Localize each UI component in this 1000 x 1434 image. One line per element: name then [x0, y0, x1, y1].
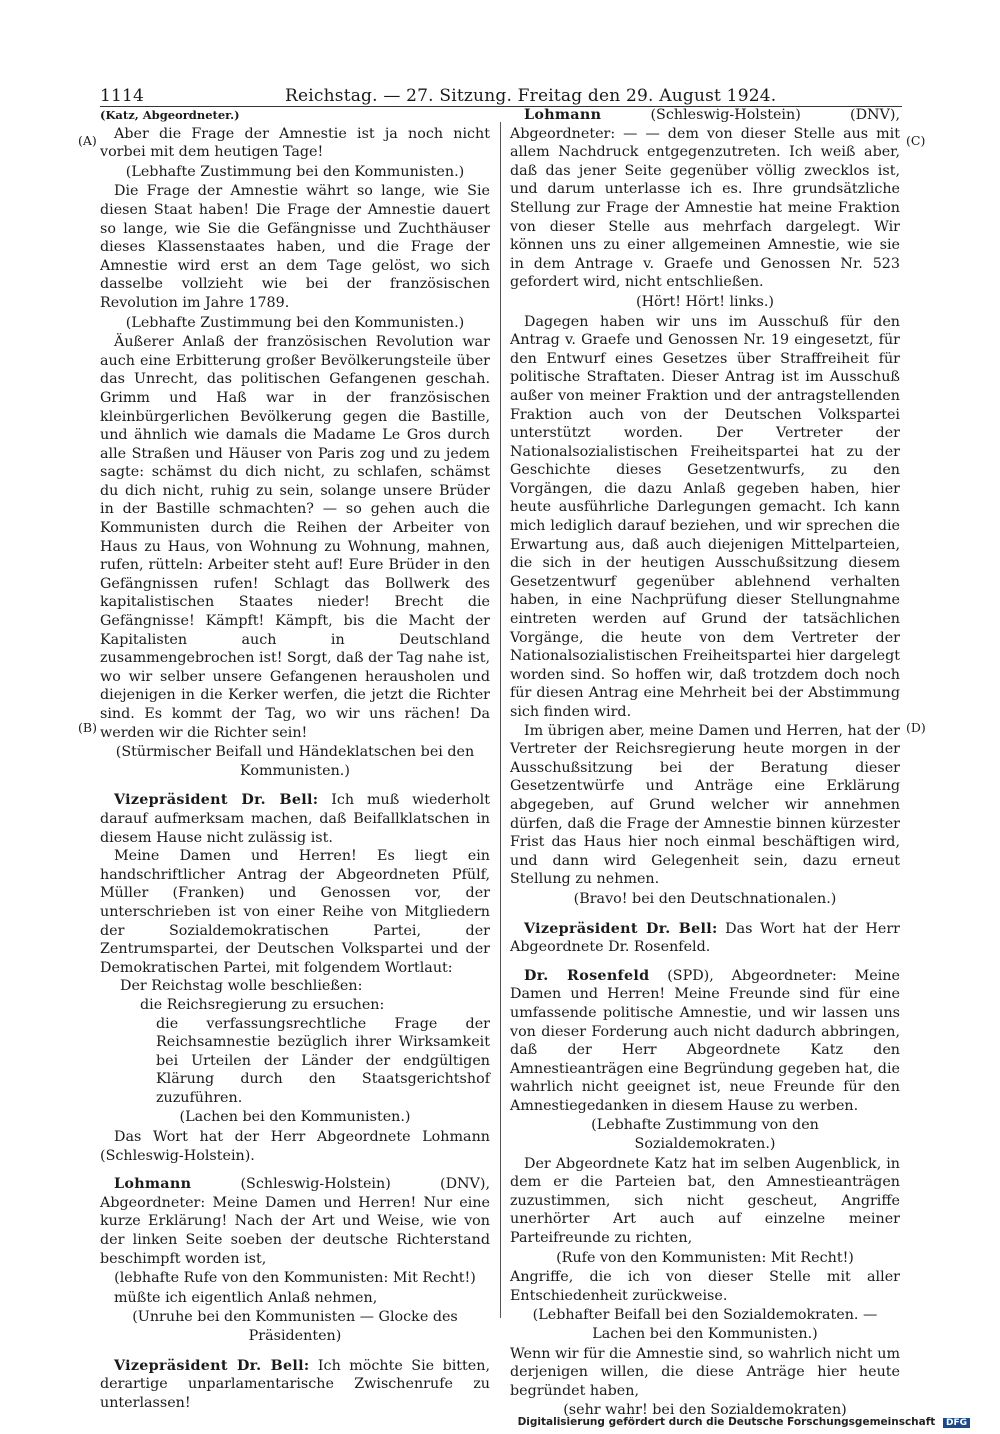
- speaker-name: Vizepräsident Dr. Bell:: [524, 920, 718, 937]
- interjection: (Stürmischer Beifall und Händeklatschen bei den Kommunisten.): [115, 744, 475, 779]
- interjection: (lebhafte Rufe von den Kommunisten: Mit Recht!): [114, 1270, 476, 1287]
- speech-paragraph: [510, 967, 900, 1116]
- column-divider: [500, 122, 501, 1318]
- paragraph: Der Abgeordnete Katz hat im selben Augenblick, in dem er die Parteien bat, den Amnestieanträgen zuzustimmen, sich nicht gescheut, Angriffe unerhörter Art auch auf einzelne meiner Parteifreunde zu richten,: [510, 1155, 900, 1247]
- speech-text: Ich muß wiederholt darauf aufmerksam machen, daß Beifallklatschen in diesem Hause nicht zulässig ist.: [100, 792, 490, 846]
- interjection: (sehr wahr! bei den Sozialdemokraten): [563, 1402, 847, 1419]
- paragraph: Aber die Frage der Amnestie ist ja noch nicht vorbei mit dem heutigen Tage!: [100, 125, 490, 161]
- margin-mark-b: (B): [78, 720, 97, 735]
- spacer: [100, 1347, 490, 1357]
- paragraph: Wenn wir für die Amnestie sind, so wahrlich nicht um derjenigen willen, die diese Anträge hier heute begründet haben,: [510, 1345, 900, 1399]
- dfg-logo: DFG: [943, 1418, 970, 1428]
- spacer: [510, 910, 900, 920]
- speaker-continuation-tag: (Katz, Abgeordneter.): [100, 108, 240, 122]
- motion-text: Der Reichstag wolle beschließen:: [120, 978, 363, 995]
- paragraph: Im übrigen aber, meine Damen und Herren, hat der Vertreter der Reichsregierung heute morgen in der Ausschußsitzung bei der Beratung dieser Gesetzentwürfe und Anträge eine Erklärung abgegeben, auf Grund welcher wir annehmen dürfen, daß die Frage der Amnestie binnen kürzester Frist das Haus hier noch einmal beschäftigen wird, und dann wird Gelegenheit sein, dazu erneut Stellung zu nehmen.: [510, 722, 900, 888]
- speaker-name: Dr. Rosenfeld: [524, 967, 650, 984]
- speech-text: (Schleswig-Holstein) (DNV), Abgeordneter: — — dem von dieser Stelle aus mit allem Nachdruck entgegenzutreten. Ich weiß aber, daß das jener Seite gegenüber völlig zwecklos ist, und darum unterlasse ich es. Ihre grundsätzliche Stellung zur Frage der Amnestie hat meine Fraktion von dieser Stelle aus mehrfach dargelegt. Wir können uns zu einer allgemeinen Amnestie, wie sie in dem Antrage v. Graefe und Genossen Nr. 523 gefordert wird, nicht entschließen.: [510, 107, 900, 291]
- speech-text: Das Wort hat der Herr Abgeordnete Dr. Rosenfeld.: [510, 920, 900, 956]
- spacer: [100, 781, 490, 791]
- footer-text: Digitalisierung gefördert durch die Deutsche Forschungsgemeinschaft: [517, 1416, 936, 1428]
- speech-paragraph: [100, 1357, 490, 1413]
- right-column: [510, 106, 900, 1421]
- interjection: (Bravo! bei den Deutschnationalen.): [573, 890, 837, 907]
- speech-text: (SPD), Abgeordneter: Meine Damen und Herren! Meine Freunde sind für eine umfassende politische Amnestie, und wir lassen uns von dieser Forderung auch nicht dadurch abbringen, daß der Herr Abgeordnete Katz den Amnestieanträgen eine Begründung gegeben hat, die wahrlich nicht geeignet ist, neue Freunde für den Amnestiegedanken in diesem Hause zu werben.: [510, 967, 900, 1114]
- footer-credit: [518, 1416, 970, 1428]
- margin-mark-a: (A): [78, 133, 97, 148]
- left-column: [100, 106, 490, 1412]
- interjection: (Lebhafte Zustimmung bei den Kommunisten.): [125, 163, 465, 180]
- paragraph: Das Wort hat der Herr Abgeordnete Lohmann (Schleswig-Holstein).: [100, 1129, 490, 1164]
- speaker-name: Vizepräsident Dr. Bell:: [114, 792, 319, 809]
- speech-paragraph: [510, 106, 900, 292]
- speaker-name: Vizepräsident Dr. Bell:: [114, 1357, 310, 1374]
- paragraph: Angriffe, die ich von dieser Stelle mit aller Entschiedenheit zurückweise.: [510, 1269, 900, 1304]
- speaker-name: Lohmann: [114, 1176, 192, 1193]
- speech-text: (Schleswig-Holstein) (DNV), Abgeordneter: Meine Damen und Herren! Nur eine kurze Erklärung! Nach der Art und Weise, wie von der linken Seite soeben der deutsche Richterstand beschimpft worden ist,: [100, 1176, 490, 1267]
- interjection: (Unruhe bei den Kommunisten — Glocke des Präsidenten): [132, 1309, 458, 1344]
- paragraph: müßte ich eigentlich Anlaß nehmen,: [114, 1289, 378, 1306]
- spacer: [100, 1165, 490, 1175]
- page-header: [100, 86, 900, 108]
- interjection: (Lebhafter Beifall bei den Sozialdemokraten. — Lachen bei den Kommunisten.): [532, 1307, 878, 1342]
- interjection: (Lebhafte Zustimmung bei den Kommunisten.): [125, 314, 465, 331]
- interjection: (Hört! Hört! links.): [636, 293, 774, 310]
- margin-mark-d: (D): [906, 720, 926, 735]
- speech-text: Ich möchte Sie bitten, derartige unparlamentarische Zwischenrufe zu unterlassen!: [100, 1357, 490, 1411]
- speech-paragraph: [510, 920, 900, 957]
- paragraph: Äußerer Anlaß der französischen Revolution war auch eine Erbitterung großer Bevölkerungsteile über das Unrecht, das politischen Gefangenen geschah. Grimm und Haß war in der französischen kleinbürgerlichen Bevölkerung gegen die Bastille, und ähnlich wie damals die Madame Le Gros durch alle Straßen und Häuser von Paris zog und zu jedem sagte: schämst du dich nicht, zu schlafen, schämst du dich nicht, ruhig zu sein, solange unsere Brüder in der Bastille schmachten? — so gehen auch die Kommunisten durch die Reihen der Arbeiter von Haus zu Haus, von Wohnung zu Wohnung, mahnen, rufen, rütteln: Arbeiter steht auf! Eure Brüder in den Gefängnissen rufen! Schlagt das Bollwerk des kapitalistischen Staates nieder! Brecht die Gefängnisse! Kämpft! Kämpft, bis die Macht der Kapitalisten auch in Deutschland zusammengebrochen ist! Sorgt, daß der Tag nahe ist, wo wir selber unsere Gefangenen herausholen und diejenigen in die Kerker werfen, die jetzt die Richter sind. Es kommt der Tag, wo wir uns rächen! Da werden wir die Richter sein!: [100, 334, 490, 741]
- speaker-name: Lohmann: [524, 107, 602, 123]
- paragraph: Die Frage der Amnestie währt so lange, wie Sie diesen Staat haben! Die Frage der Amnestie dauert so lange, wie Sie die Gefängnisse und Zuchthäuser dieses Klassenstaates haben, und die Frage der Amnestie wird erst an dem Tage gelöst, wo sich dasselbe vollzieht wie bei der französischen Revolution im Jahre 1789.: [100, 183, 490, 311]
- speech-paragraph: [100, 1175, 490, 1268]
- motion-text: die verfassungsrechtliche Frage der Reichsamnestie bezüglich ihrer Wirksamkeit bei Urteilen der Länder der endgültigen Klärung durch den Staatsgerichtshof zuzuführen.: [156, 1015, 490, 1106]
- running-title: Reichstag. — 27. Sitzung. Freitag den 29. August 1924.: [285, 86, 777, 106]
- interjection: (Lachen bei den Kommunisten.): [179, 1109, 411, 1126]
- paragraph: Meine Damen und Herren! Es liegt ein handschriftlicher Antrag der Abgeordneten Pfülf, Müller (Franken) und Genossen vor, der unterschrieben ist von einer Reihe von Mitgliedern der Sozialdemokratischen Partei, der Zentrumspartei, der Deutschen Volkspartei und der Demokratischen Partei, mit folgendem Wortlaut:: [100, 848, 490, 976]
- spacer: [510, 957, 900, 967]
- paragraph: Dagegen haben wir uns im Ausschuß für den Antrag v. Graefe und Genossen Nr. 19 eingesetzt, für den Entwurf eines Gesetzes über Straffreiheit für politische Straftaten. Dieser Antrag ist im Ausschuß außer von meiner Fraktion und der antragstellenden Fraktion auch von der Deutschen Volkspartei unterstützt worden. Der Vertreter der Nationalsozialistischen Freiheitspartei hat zu der Geschichte dieses Gesetzentwurfs, zu den Vorgängen, die dazu Anlaß gegeben haben, hier heute ausführliche Darlegungen gemacht. Ich kann mich lediglich darauf beziehen, und wir sprechen die Erwartung aus, daß auch diejenigen Mittelparteien, die sich in der heutigen Ausschußsitzung diesem Gesetzentwurf gegenüber ablehnend verhalten haben, in eine Nachprüfung dieser Stellungnahme eintreten werden auf Grund der tatsächlichen Vorgänge, die heute von dem Vertreter der Nationalsozialistischen Freiheitspartei hier dargelegt worden sind. So hoffen wir, daß trotzdem doch noch für diesen Antrag eine Mehrheit bei der Abstimmung sich finden wird.: [510, 313, 900, 720]
- motion-text: die Reichsregierung zu ersuchen:: [140, 996, 385, 1013]
- page-number: 1114: [100, 86, 145, 106]
- speech-paragraph: [100, 791, 490, 847]
- interjection: (Lebhafte Zustimmung von den Sozialdemokraten.): [591, 1117, 819, 1153]
- margin-mark-c: (C): [906, 133, 926, 148]
- interjection: (Rufe von den Kommunisten: Mit Recht!): [556, 1249, 854, 1266]
